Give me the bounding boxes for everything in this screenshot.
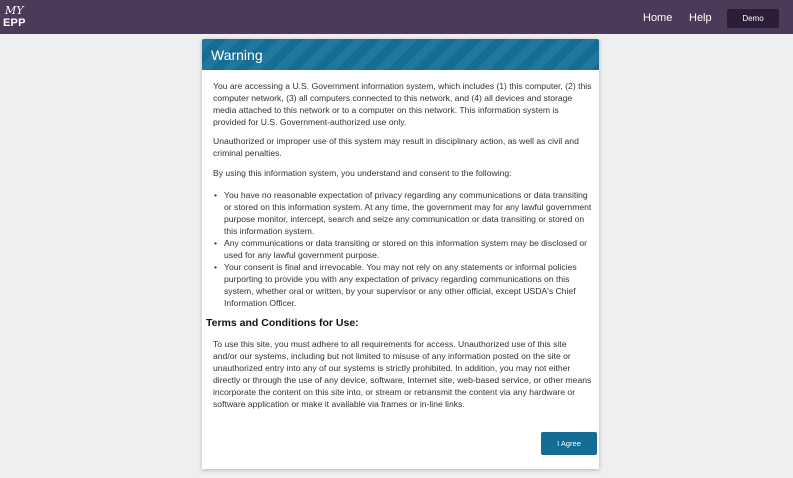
myepp-logo[interactable] bbox=[3, 5, 29, 31]
i-agree-button[interactable]: I Agree bbox=[541, 432, 597, 455]
logo-my-text: MY bbox=[5, 4, 24, 17]
consent-item-irrevocable: • Your consent is final and irrevocable. You may not rely on any statements or informal policies purporting to provide you with any expectation of privacy regarding communications on this system, whether oral or written, by your supervisor or any other official, except USDA's Chief Information Officer. bbox=[213, 261, 597, 309]
terms-paragraph: To use this site, you must adhere to all requirements for access. Unauthorized use of this site and/or our systems, including but not limited to misuse of any information posted on the site or unauthorized entry into any of our systems is strictly prohibited. In addition, you may not either directly or through the use of any device, software, Internet site, web-based service, or other means incorporate the content on this site into, or stream or retransmit the content via any hardware or software application or make it available via frames or in-line links. bbox=[213, 339, 592, 409]
logo-epp-text: EPP bbox=[3, 17, 26, 29]
nav-help-link[interactable]: Help bbox=[689, 12, 712, 24]
consent-item-disclosure: • Any communications or data transiting or stored on this information system may be disclosed or used for any lawful government purpose. bbox=[213, 237, 597, 261]
warning-paragraph-3: By using this information system, you understand and consent to the following: bbox=[213, 168, 512, 178]
warning-title: Warning bbox=[211, 47, 263, 63]
top-navigation-bar bbox=[0, 0, 793, 34]
terms-heading: Terms and Conditions for Use: bbox=[206, 317, 359, 329]
nav-home-link[interactable]: Home bbox=[643, 12, 673, 24]
consent-item-privacy: • You have no reasonable expectation of privacy regarding any communications or data transiting or stored on this information system. At any time, the government may for any lawful government purpose monitor, intercept, search and seize any communication or data transiting or stored on this information system. bbox=[213, 189, 597, 237]
warning-header bbox=[202, 39, 599, 70]
demo-button[interactable]: Demo bbox=[727, 9, 779, 28]
warning-panel bbox=[202, 39, 599, 469]
warning-paragraph-2: Unauthorized or improper use of this system may result in disciplinary action, as well as civil and criminal penalties. bbox=[213, 136, 579, 158]
warning-paragraph-1: You are accessing a U.S. Government information system, which includes (1) this computer, (2) this computer network, (3) all computers connected to this network, and (4) all devices and storage media attached to this network or to a computer on this network. This information system is provided for U.S. Government-authorized use only. bbox=[213, 81, 592, 127]
consent-list bbox=[213, 189, 597, 309]
